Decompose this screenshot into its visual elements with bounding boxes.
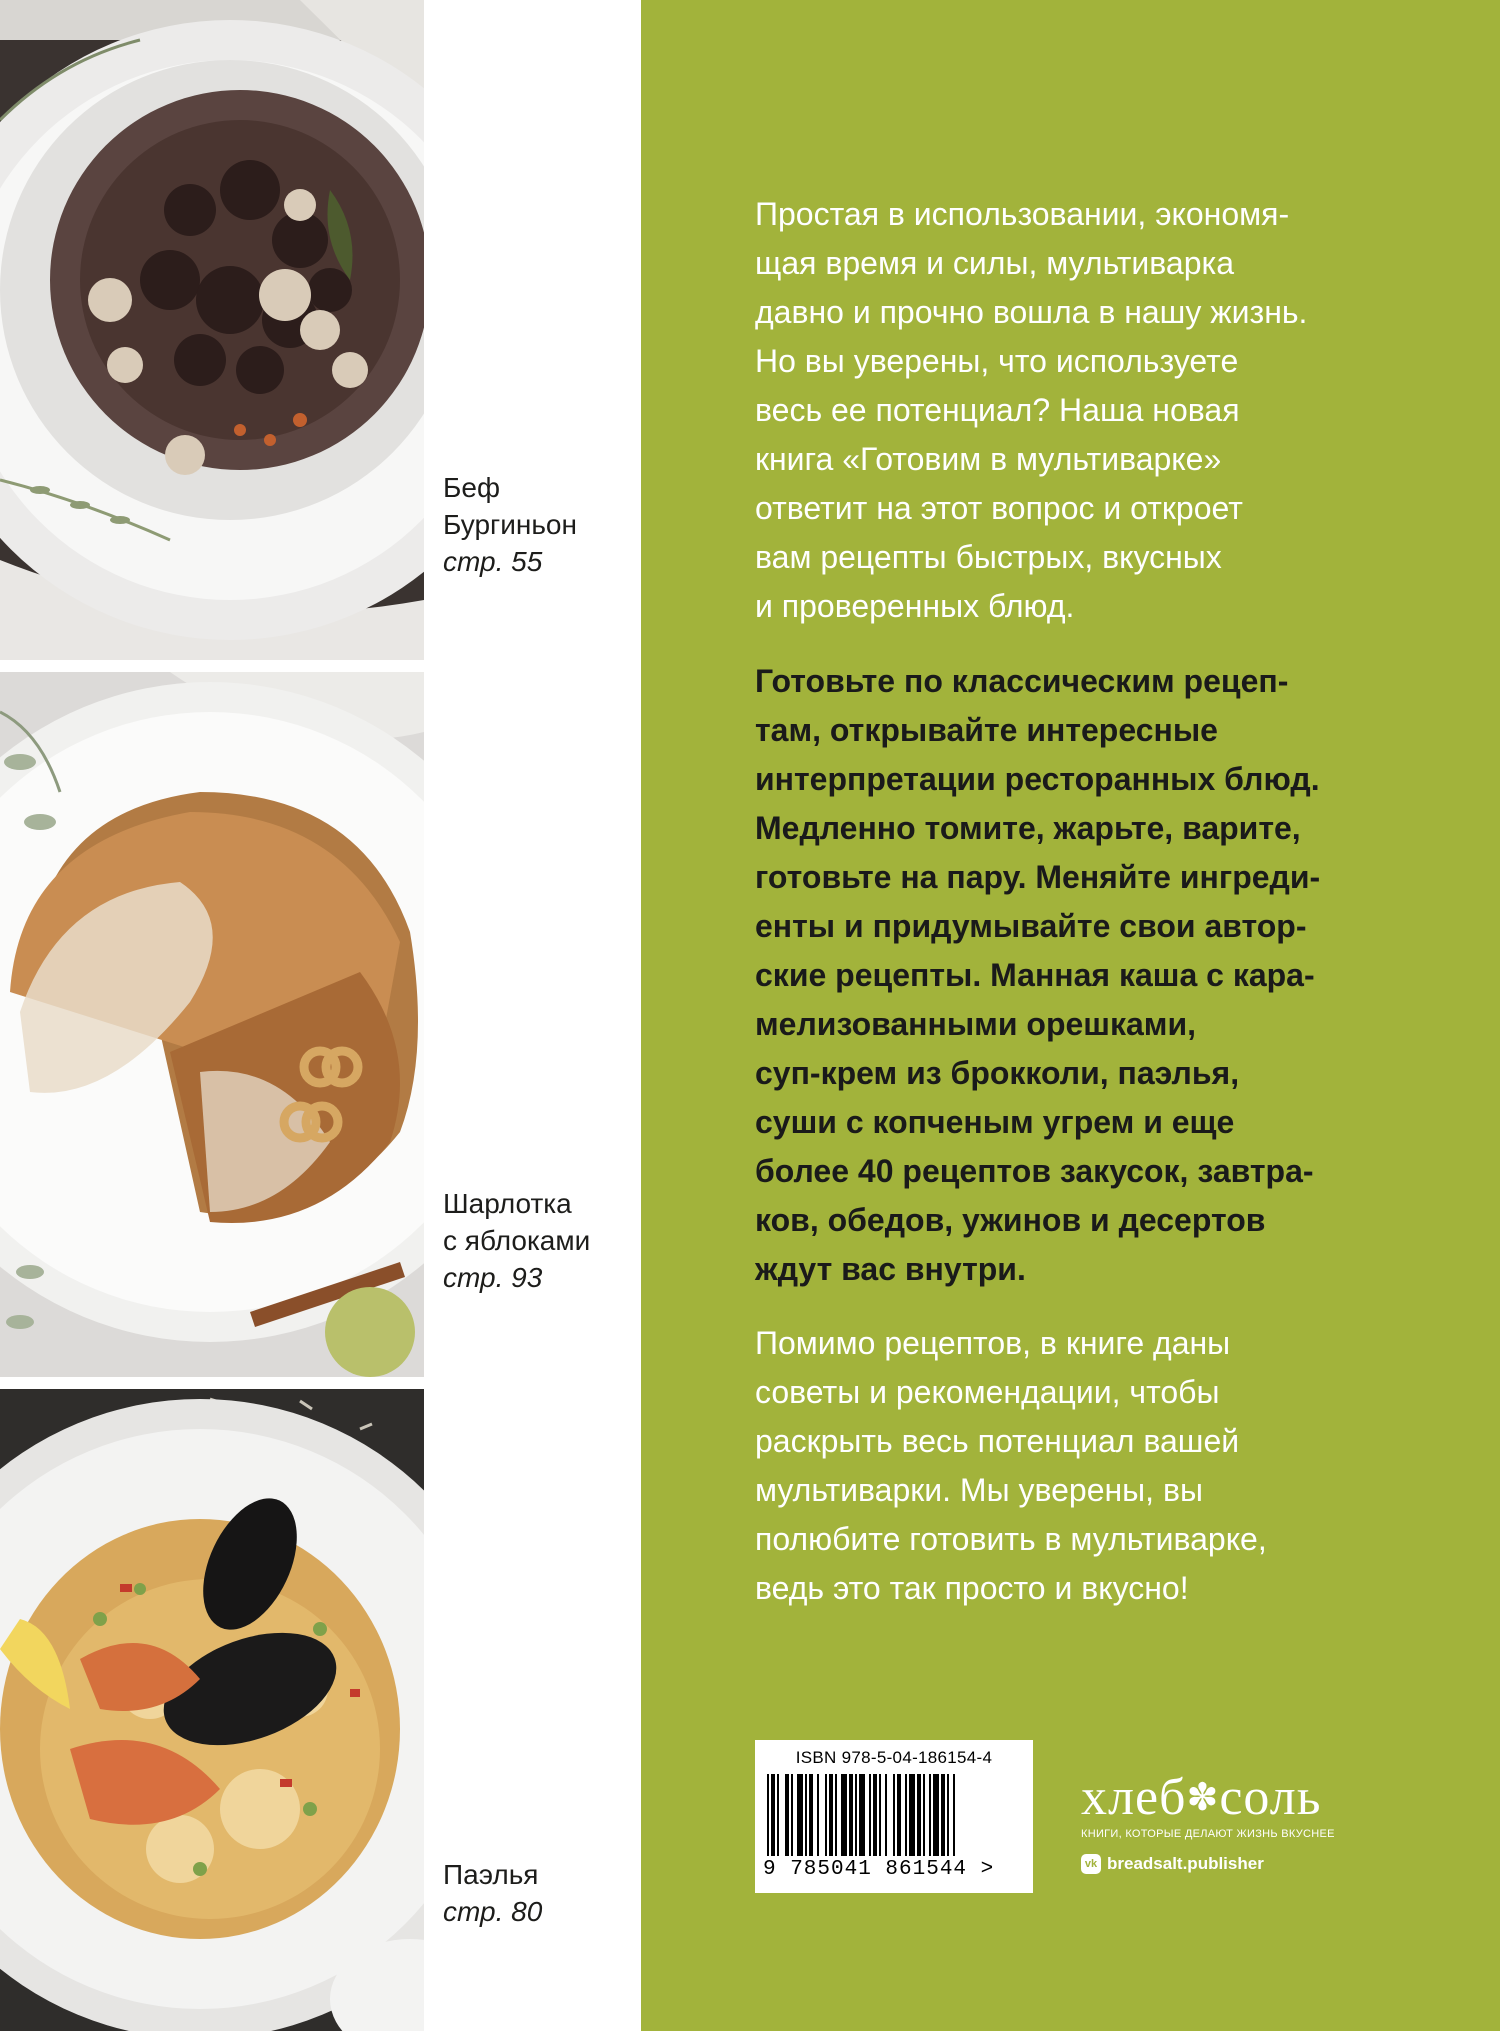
barcode-bar — [917, 1774, 921, 1856]
text-line: более 40 рецептов закусок, завтра- — [755, 1153, 1314, 1189]
text-line: енты и придумывайте свои автор- — [755, 908, 1307, 944]
caption-title-line: Паэлья — [443, 1859, 539, 1890]
text-line: Помимо рецептов, в книге даны — [755, 1325, 1231, 1361]
social-link[interactable] — [1081, 1854, 1371, 1874]
text-line: ведь это так просто и вкусно! — [755, 1570, 1189, 1606]
caption-paella — [443, 1856, 542, 1930]
caption-title-line: Беф — [443, 472, 500, 503]
photo-beef-bourguignon — [0, 0, 424, 660]
barcode-bar — [929, 1774, 931, 1856]
isbn-barcode — [755, 1740, 1033, 1893]
publisher-logo — [1081, 1770, 1371, 1826]
barcode-bar — [905, 1774, 907, 1856]
barcode-digits: 9 785041 861544 > — [763, 1858, 995, 1881]
publisher-tagline: КНИГИ, КОТОРЫЕ ДЕЛАЮТ ЖИЗНЬ ВКУСНЕЕ — [1081, 1828, 1335, 1840]
barcode-bar — [829, 1774, 833, 1856]
text-line: и проверенных блюд. — [755, 588, 1075, 624]
barcode-bar — [809, 1774, 813, 1856]
text-line: там, открывайте интересные — [755, 712, 1218, 748]
text-line: вам рецепты быстрых, вкусных — [755, 539, 1222, 575]
highlight-paragraph — [755, 657, 1320, 1294]
barcode-bar — [897, 1774, 901, 1856]
photo-apple-charlotte — [0, 672, 424, 1377]
barcode-bar — [909, 1774, 915, 1856]
text-line: раскрыть весь потенциал вашей — [755, 1423, 1240, 1459]
barcode-bar — [777, 1774, 779, 1856]
barcode-bar — [771, 1774, 775, 1856]
caption-title-line: Бургиньон — [443, 509, 577, 540]
barcode-bar — [893, 1774, 895, 1856]
intro-paragraph — [755, 190, 1307, 631]
text-line: Но вы уверены, что используете — [755, 343, 1239, 379]
text-line: суп-крем из брокколи, паэлья, — [755, 1055, 1240, 1091]
barcode-bar — [941, 1774, 945, 1856]
vk-icon: vk — [1081, 1854, 1101, 1874]
publisher-block — [1081, 1770, 1371, 1874]
barcode-bar — [873, 1774, 877, 1856]
text-line: книга «Готовим в мультиварке» — [755, 441, 1222, 477]
barcode-bar — [785, 1774, 789, 1856]
logo-word-left: хлеб — [1081, 1769, 1187, 1826]
isbn-label: ISBN 978-5-04-186154-4 — [795, 1748, 993, 1767]
barcode-bar — [923, 1774, 925, 1856]
barcode-bar — [797, 1774, 803, 1856]
closing-paragraph — [755, 1319, 1267, 1613]
barcode-bar — [791, 1774, 793, 1856]
barcode-bar — [879, 1774, 881, 1856]
text-line: Простая в использовании, экономя- — [755, 196, 1290, 232]
text-line: суши с копченым угрем и еще — [755, 1104, 1235, 1140]
barcode-bar — [805, 1774, 807, 1856]
caption-page-ref: стр. 80 — [443, 1896, 543, 1927]
barcode-bar — [947, 1774, 949, 1856]
barcode-bar — [849, 1774, 853, 1856]
barcode-bar — [859, 1774, 865, 1856]
barcode-bars — [767, 1774, 1021, 1856]
barcode-bar — [817, 1774, 819, 1856]
text-line: Медленно томите, жарьте, варите, — [755, 810, 1301, 846]
text-line: мелизованными орешками, — [755, 1006, 1196, 1042]
text-line: интерпретации ресторанных блюд. — [755, 761, 1320, 797]
snowflake-icon: ✽ — [1186, 1777, 1220, 1819]
text-line: давно и прочно вошла в нашу жизнь. — [755, 294, 1308, 330]
text-line: готовьте на пару. Меняйте ингреди- — [755, 859, 1321, 895]
text-line: ков, обедов, ужинов и десертов — [755, 1202, 1266, 1238]
caption-apple-charlotte — [443, 1185, 590, 1296]
text-line: ские рецепты. Манная каша с кара- — [755, 957, 1315, 993]
barcode-bar — [855, 1774, 857, 1856]
text-line: щая время и силы, мультиварка — [755, 245, 1235, 281]
text-line: весь ее потенциал? Наша новая — [755, 392, 1240, 428]
caption-page-ref: стр. 93 — [443, 1262, 543, 1293]
text-line: советы и рекомендации, чтобы — [755, 1374, 1220, 1410]
photo-paella — [0, 1389, 424, 2031]
barcode-bar — [933, 1774, 939, 1856]
barcode-bar — [953, 1774, 955, 1856]
social-handle: breadsalt.publisher — [1107, 1854, 1264, 1873]
barcode-bar — [841, 1774, 847, 1856]
logo-word-right: соль — [1219, 1769, 1322, 1826]
caption-page-ref: стр. 55 — [443, 546, 543, 577]
text-line: ответит на этот вопрос и откроет — [755, 490, 1243, 526]
text-line: мультиварки. Мы уверены, вы — [755, 1472, 1203, 1508]
barcode-bar — [835, 1774, 837, 1856]
text-line: полюбите готовить в мультиварке, — [755, 1521, 1267, 1557]
barcode-bar — [825, 1774, 827, 1856]
barcode-bar — [767, 1774, 769, 1856]
description-panel — [641, 0, 1500, 2031]
text-line: ждут вас внутри. — [755, 1251, 1026, 1287]
text-line: Готовьте по классическим рецеп- — [755, 663, 1289, 699]
caption-title-line: с яблоками — [443, 1225, 591, 1256]
barcode-bar — [885, 1774, 887, 1856]
barcode-bar — [869, 1774, 871, 1856]
caption-title-line: Шарлотка — [443, 1188, 572, 1219]
caption-beef-bourguignon — [443, 469, 577, 580]
